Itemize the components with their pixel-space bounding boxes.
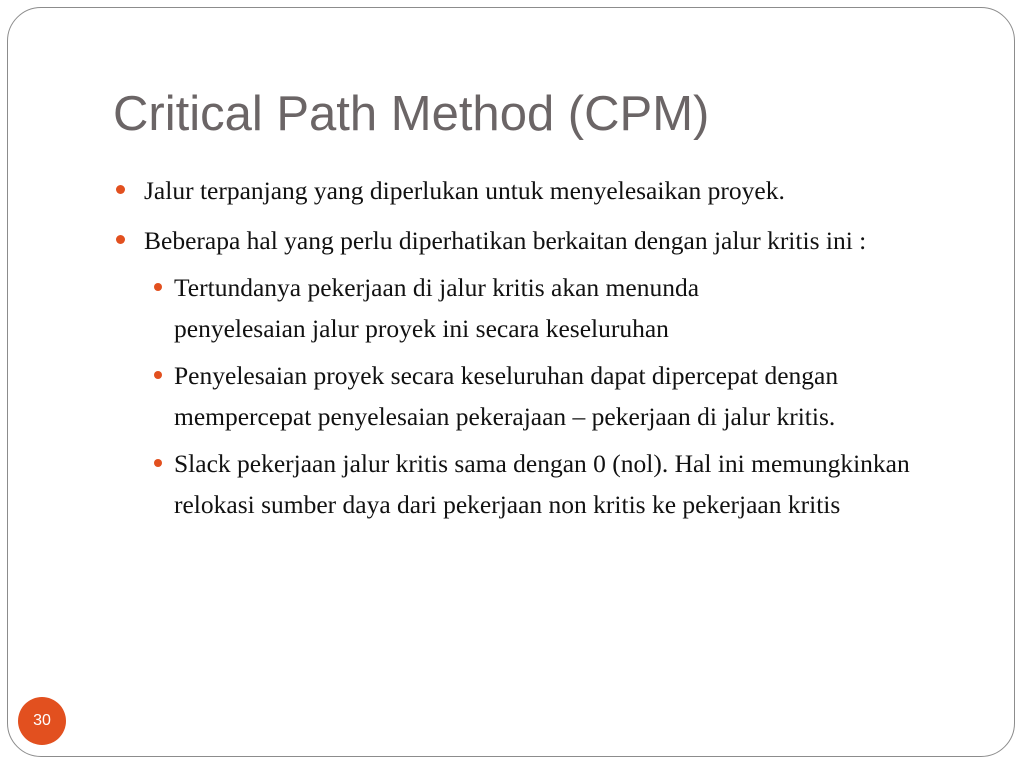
page-number-badge (18, 697, 66, 745)
bullet-dot-icon (154, 459, 162, 467)
slide-body (114, 170, 974, 525)
bullet-dot-icon (116, 235, 125, 244)
bullet-item-considerations (114, 220, 964, 261)
bullet-dot-icon (154, 371, 162, 379)
bullet-text: Slack pekerjaan jalur kritis sama dengan 0 (nol). Hal ini memungkinkan relokasi sumber daya dari pekerjaan non kritis ke pekerjaan kritis (174, 449, 910, 519)
bullet-item-longest-path (114, 170, 974, 211)
sub-bullet-item-acceleration (114, 355, 974, 437)
sub-bullet-item-delay (114, 267, 794, 349)
bullet-text: Jalur terpanjang yang diperlukan untuk menyelesaikan proyek. (144, 176, 785, 205)
bullet-text: Penyelesaian proyek secara keseluruhan dapat dipercepat dengan mempercepat penyelesaian pekerajaan – pekerjaan di jalur kritis. (174, 361, 839, 431)
page-number: 30 (33, 712, 51, 729)
slide-title: Critical Path Method (CPM) (113, 87, 710, 141)
bullet-text: Tertundanya pekerjaan di jalur kritis akan menunda penyelesaian jalur proyek ini secara keseluruhan (174, 273, 700, 343)
bullet-dot-icon (116, 185, 125, 194)
bullet-text: Beberapa hal yang perlu diperhatikan berkaitan dengan jalur kritis ini : (144, 226, 867, 255)
bullet-dot-icon (154, 283, 162, 291)
sub-bullet-item-slack (114, 443, 954, 525)
